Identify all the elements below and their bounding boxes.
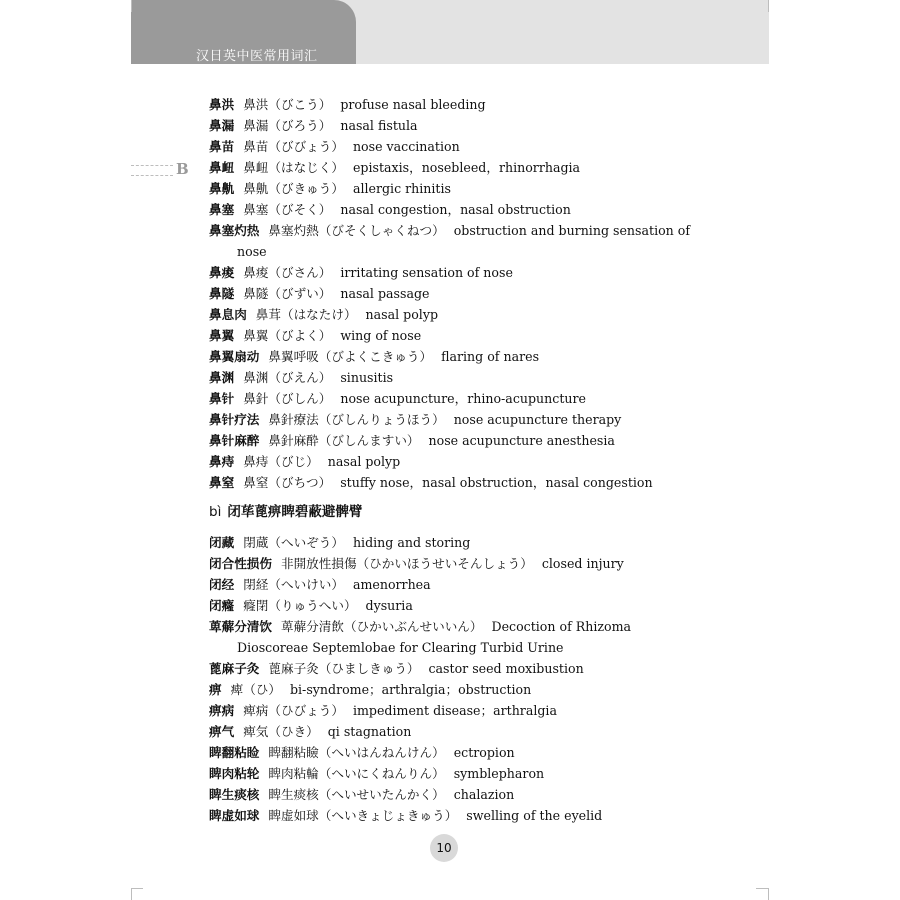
entry-japanese: 鼻塞（びそく） bbox=[243, 202, 332, 217]
entry-japanese: 鼻窒（びちつ） bbox=[243, 475, 332, 490]
entry-japanese: 癃閉（りゅうへい） bbox=[243, 598, 357, 613]
list-item bbox=[209, 199, 689, 220]
list-item bbox=[209, 595, 689, 616]
entry-chinese: 鼻漏 bbox=[209, 118, 235, 133]
entry-english: profuse nasal bleeding bbox=[340, 97, 486, 112]
list-item bbox=[209, 451, 689, 472]
entry-japanese: 鼻茸（はなたけ） bbox=[255, 307, 357, 322]
header-title: 汉日英中医常用词汇 bbox=[196, 49, 318, 64]
page-number: 10 bbox=[430, 834, 458, 862]
section-characters: 闭荜蓖痹睥碧蔽避髀臂 bbox=[227, 504, 363, 520]
entry-japanese: 睥虚如球（へいきょじょきゅう） bbox=[268, 808, 458, 823]
list-item bbox=[209, 262, 689, 283]
entry-japanese: 蓖麻子灸（ひましきゅう） bbox=[268, 661, 420, 676]
list-item bbox=[209, 532, 689, 553]
entry-japanese: 鼻衄（はなじく） bbox=[243, 160, 344, 175]
entry-chinese: 鼻针 bbox=[209, 391, 235, 406]
entry-english: sinusitis bbox=[340, 370, 394, 385]
entry-japanese: 閉経（へいけい） bbox=[243, 577, 344, 592]
entry-english: nasal fistula bbox=[340, 118, 418, 133]
entry-english: nasal congestion，nasal obstruction bbox=[340, 202, 571, 217]
entry-english: irritating sensation of nose bbox=[340, 265, 513, 280]
list-item bbox=[209, 574, 689, 595]
entry-japanese: 閉蔵（へいぞう） bbox=[243, 535, 344, 550]
entry-chinese: 闭藏 bbox=[209, 535, 235, 550]
entry-english: nose acupuncture anesthesia bbox=[428, 433, 615, 448]
entry-chinese: 鼻渊 bbox=[209, 370, 235, 385]
entry-english: chalazion bbox=[453, 787, 515, 802]
list-item bbox=[209, 679, 689, 700]
entry-japanese: 痺病（ひびょう） bbox=[243, 703, 344, 718]
entry-chinese: 睥翻粘睑 bbox=[209, 745, 260, 760]
entry-english: castor seed moxibustion bbox=[428, 661, 584, 676]
crop-mark-bottom-right-v bbox=[768, 888, 769, 900]
entry-chinese: 萆薢分清饮 bbox=[209, 619, 272, 634]
entry-japanese: 鼻針麻酔（びしんますい） bbox=[268, 433, 420, 448]
entry-japanese: 睥肉粘輪（へいにくねんりん） bbox=[268, 766, 445, 781]
entry-english: hiding and storing bbox=[352, 535, 471, 550]
list-item bbox=[209, 283, 689, 304]
entry-chinese: 鼻衄 bbox=[209, 160, 235, 175]
entry-english: nose vaccination bbox=[352, 139, 460, 154]
entry-english: swelling of the eyelid bbox=[466, 808, 603, 823]
entry-english: wing of nose bbox=[340, 328, 422, 343]
entry-japanese: 鼻漏（びろう） bbox=[243, 118, 332, 133]
side-index-rule bbox=[131, 175, 173, 177]
crop-mark-top-right bbox=[768, 0, 769, 12]
entry-chinese: 蓖麻子灸 bbox=[209, 661, 260, 676]
entry-english: stuffy nose，nasal obstruction，nasal congestion bbox=[340, 475, 653, 490]
list-item bbox=[209, 742, 689, 763]
list-item bbox=[209, 388, 689, 409]
entry-chinese: 睥肉粘轮 bbox=[209, 766, 260, 781]
entry-japanese: 鼻針療法（びしんりょうほう） bbox=[268, 412, 445, 427]
entry-chinese: 睥虚如球 bbox=[209, 808, 260, 823]
entry-english: allergic rhinitis bbox=[352, 181, 451, 196]
entry-japanese: 鼻苗（びびょう） bbox=[243, 139, 344, 154]
entry-chinese: 鼻痠 bbox=[209, 265, 235, 280]
entry-chinese: 闭合性损伤 bbox=[209, 556, 272, 571]
entry-english: nose acupuncture，rhino-acupuncture bbox=[340, 391, 586, 406]
side-index-letter: B bbox=[176, 160, 189, 178]
crop-mark-top-left bbox=[131, 0, 132, 12]
entry-chinese: 闭经 bbox=[209, 577, 235, 592]
entry-japanese: 鼻塞灼熱（びそくしゃくねつ） bbox=[268, 223, 445, 238]
crop-mark-bottom-left-h bbox=[131, 888, 143, 889]
list-item bbox=[209, 616, 689, 637]
list-item bbox=[209, 304, 689, 325]
list-item bbox=[209, 367, 689, 388]
entry-japanese: 鼻針（びしん） bbox=[243, 391, 332, 406]
entry-chinese: 鼻隧 bbox=[209, 286, 235, 301]
list-item bbox=[209, 136, 689, 157]
entry-japanese: 鼻渊（びえん） bbox=[243, 370, 332, 385]
entry-english: flaring of nares bbox=[441, 349, 540, 364]
list-item bbox=[209, 784, 689, 805]
entry-english: closed injury bbox=[541, 556, 624, 571]
list-item bbox=[209, 220, 689, 241]
crop-mark-bottom-right-h bbox=[756, 888, 768, 889]
list-item bbox=[209, 409, 689, 430]
list-item bbox=[209, 700, 689, 721]
list-item bbox=[209, 94, 689, 115]
entry-english: obstruction and burning sensation of bbox=[453, 223, 691, 238]
section-heading bbox=[209, 501, 362, 523]
entry-english: ectropion bbox=[453, 745, 515, 760]
crop-mark-bottom-left-v bbox=[131, 888, 132, 900]
entry-japanese: 鼻痠（びさん） bbox=[243, 265, 332, 280]
entry-japanese: 睥翻粘瞼（へいはんねんけん） bbox=[268, 745, 445, 760]
list-item bbox=[209, 115, 689, 136]
entry-chinese: 鼻苗 bbox=[209, 139, 235, 154]
entry-english-continuation: Dioscoreae Septemlobae for Clearing Turbid Urine bbox=[237, 640, 564, 655]
entry-english-continuation: nose bbox=[237, 244, 267, 259]
entry-english: qi stagnation bbox=[327, 724, 412, 739]
list-item bbox=[209, 472, 689, 493]
entry-chinese: 睥生痰核 bbox=[209, 787, 260, 802]
entry-japanese: 鼻翼呼吸（びよくこきゅう） bbox=[268, 349, 433, 364]
entry-chinese: 闭癃 bbox=[209, 598, 235, 613]
entry-chinese: 鼻洪 bbox=[209, 97, 235, 112]
entry-chinese: 鼻翼 bbox=[209, 328, 235, 343]
section-pinyin: bì bbox=[209, 504, 222, 520]
list-item bbox=[209, 805, 689, 826]
entry-english: Decoction of Rhizoma bbox=[491, 619, 632, 634]
entry-chinese: 鼻息肉 bbox=[209, 307, 247, 322]
list-item bbox=[209, 658, 689, 679]
side-index-rule bbox=[131, 165, 173, 167]
entry-chinese: 鼻痔 bbox=[209, 454, 235, 469]
list-item bbox=[209, 178, 689, 199]
list-item bbox=[209, 430, 689, 451]
entry-english: symblepharon bbox=[453, 766, 545, 781]
entry-chinese: 痹气 bbox=[209, 724, 235, 739]
entry-chinese: 鼻针疗法 bbox=[209, 412, 260, 427]
entry-japanese: 痺気（ひき） bbox=[243, 724, 319, 739]
list-item bbox=[209, 346, 689, 367]
entry-japanese: 非開放性損傷（ひかいほうせいそんしょう） bbox=[280, 556, 533, 571]
entry-english: nasal polyp bbox=[365, 307, 439, 322]
entry-english: bi-syndrome；arthralgia；obstruction bbox=[289, 682, 532, 697]
entry-english: dysuria bbox=[365, 598, 413, 613]
list-item bbox=[209, 325, 689, 346]
entry-japanese: 痺（ひ） bbox=[230, 682, 281, 697]
list-item bbox=[209, 553, 689, 574]
entry-chinese: 鼻针麻醉 bbox=[209, 433, 260, 448]
entry-english: impediment disease；arthralgia bbox=[352, 703, 557, 718]
entry-english: epistaxis，nosebleed，rhinorrhagia bbox=[352, 160, 581, 175]
entry-chinese: 鼻翼扇动 bbox=[209, 349, 260, 364]
entry-chinese: 痹 bbox=[209, 682, 222, 697]
list-item bbox=[209, 157, 689, 178]
entry-japanese: 鼻洪（びこう） bbox=[243, 97, 332, 112]
entry-chinese: 鼻鼽 bbox=[209, 181, 235, 196]
entry-english: nose acupuncture therapy bbox=[453, 412, 622, 427]
entry-japanese: 鼻隧（びずい） bbox=[243, 286, 332, 301]
entry-japanese: 萆薢分清飲（ひかいぶんせいいん） bbox=[280, 619, 483, 634]
entry-japanese: 鼻痔（びじ） bbox=[243, 454, 319, 469]
entry-chinese: 鼻窒 bbox=[209, 475, 235, 490]
entry-japanese: 睥生痰核（へいせいたんかく） bbox=[268, 787, 445, 802]
entry-english: nasal polyp bbox=[327, 454, 401, 469]
entry-chinese: 鼻塞灼热 bbox=[209, 223, 260, 238]
entry-chinese: 鼻塞 bbox=[209, 202, 235, 217]
entry-chinese: 痹病 bbox=[209, 703, 235, 718]
list-item bbox=[209, 763, 689, 784]
entry-english: amenorrhea bbox=[352, 577, 431, 592]
list-item bbox=[209, 721, 689, 742]
entry-english: nasal passage bbox=[340, 286, 430, 301]
entry-japanese: 鼻鼽（びきゅう） bbox=[243, 181, 344, 196]
entry-japanese: 鼻翼（びよく） bbox=[243, 328, 332, 343]
